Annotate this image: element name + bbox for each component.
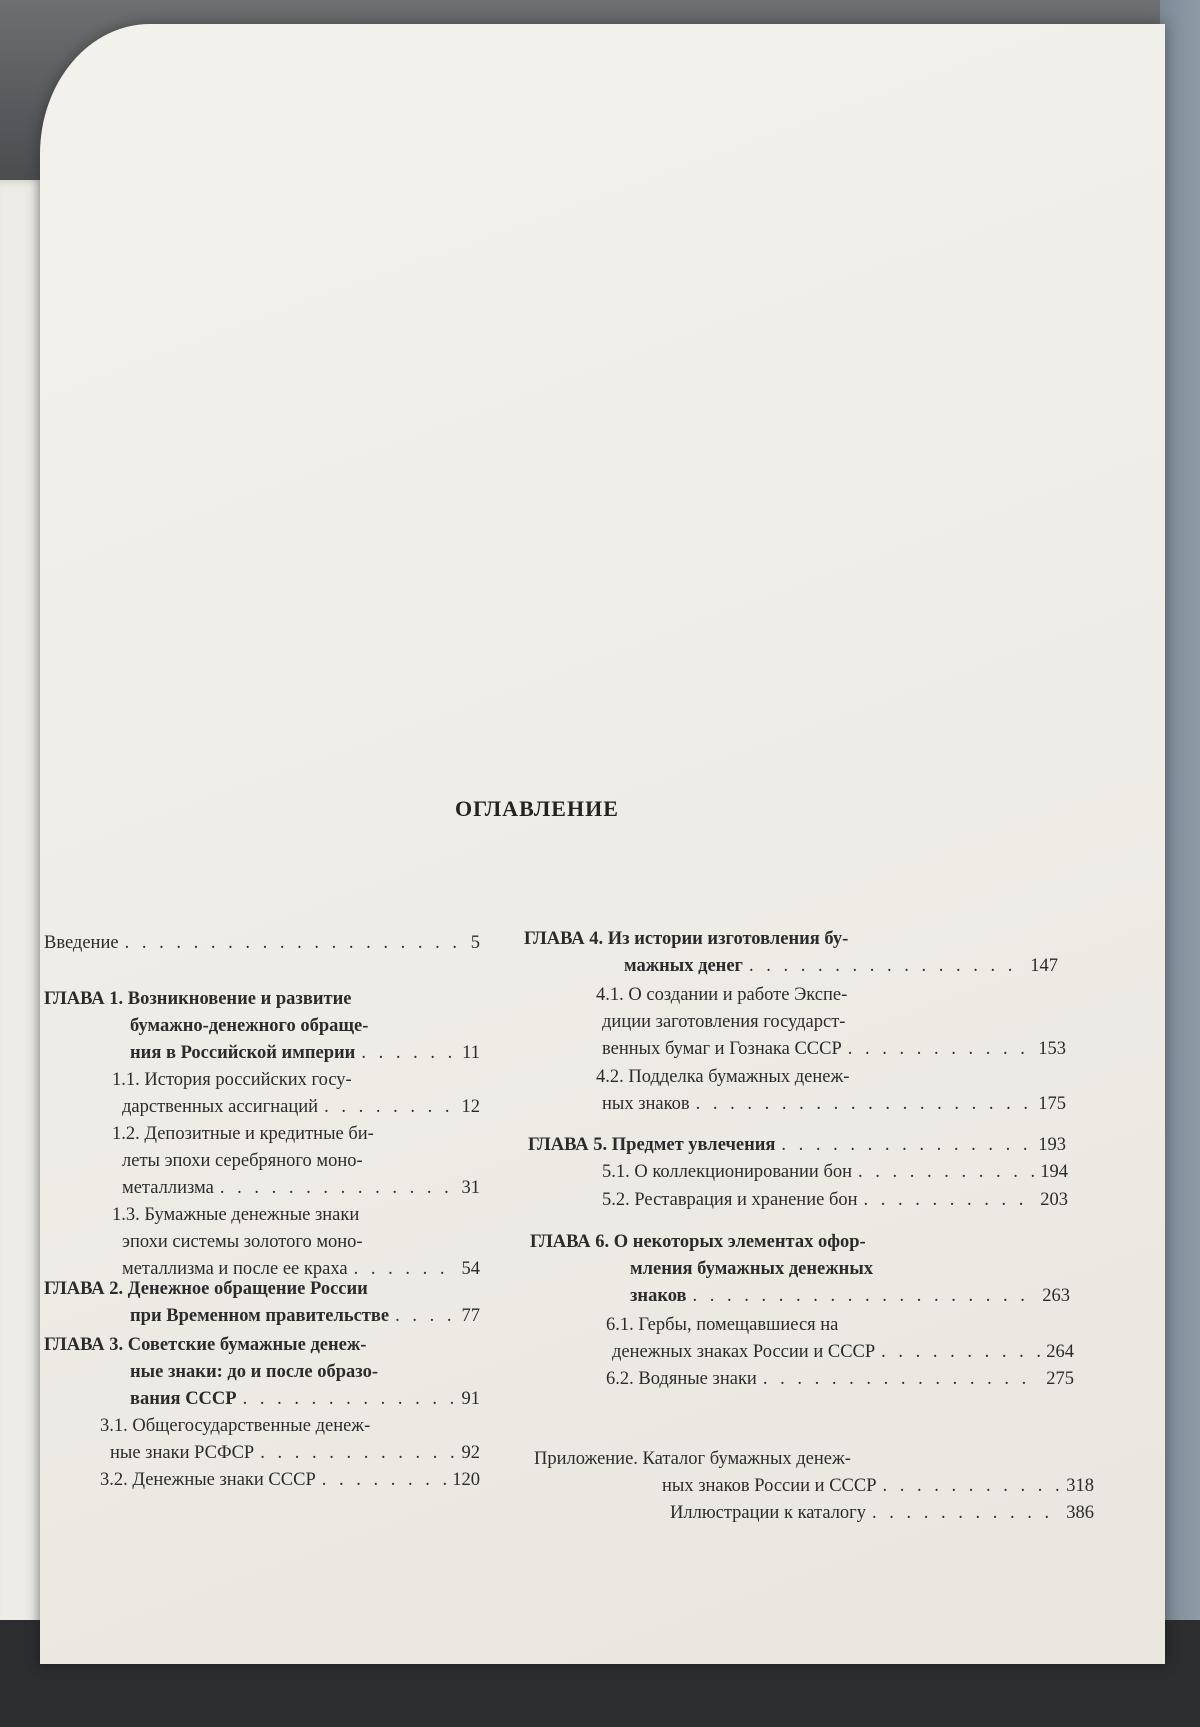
toc-chapter-5 [528, 1132, 1066, 1159]
page-number: 77 [461, 1306, 480, 1326]
page-number: 31 [461, 1178, 480, 1198]
chapter-title-line: мления бумажных денежных [630, 1259, 874, 1279]
leader-dots [749, 953, 1024, 980]
section-title-line: 3.1. Общегосударственные денеж- [100, 1416, 371, 1436]
page-number: 194 [1040, 1162, 1068, 1182]
toc-section-3-2 [100, 1467, 480, 1494]
section-title-line: 1.2. Депозитные и кредитные би- [112, 1124, 374, 1144]
page-number: 318 [1066, 1476, 1094, 1496]
chapter-title-line: при Временном правительстве [130, 1306, 390, 1326]
chapter-title-line: ГЛАВА 6. О некоторых элементах офор- [530, 1232, 866, 1252]
leader-dots [243, 1386, 456, 1413]
section-title-line: 6.1. Гербы, помещавшиеся на [606, 1315, 839, 1335]
section-title-line: диции заготовления государст- [602, 1012, 846, 1032]
toc-section-5-1 [602, 1159, 1068, 1186]
chapter-title-line: знаков [630, 1286, 687, 1306]
toc-section-1-1 [112, 1067, 480, 1121]
toc-entry-label: Введение [44, 933, 119, 953]
section-title-line: 1.1. История российских госу- [112, 1070, 352, 1090]
page-number: 275 [1046, 1369, 1074, 1389]
leader-dots [125, 930, 465, 957]
page-number: 54 [461, 1259, 480, 1279]
appendix-illustrations-label: Иллюстрации к каталогу [670, 1503, 867, 1523]
section-title-line: 5.1. О коллекционировании бон [602, 1162, 853, 1182]
section-title-line: 3.2. Денежные знаки СССР [100, 1470, 316, 1490]
section-title-line: эпохи системы золотого моно- [122, 1232, 363, 1252]
toc-section-6-1 [606, 1312, 1074, 1366]
chapter-title-line: ГЛАВА 2. Денежное обращение России [44, 1279, 368, 1299]
toc-chapter-6 [530, 1229, 1070, 1310]
toc-section-1-3 [112, 1202, 480, 1283]
page-number: 264 [1046, 1342, 1074, 1362]
section-title-line: 1.3. Бумажные денежные знаки [112, 1205, 360, 1225]
leader-dots [693, 1283, 1037, 1310]
leader-dots [361, 1040, 456, 1067]
leader-dots [883, 1473, 1061, 1500]
toc-section-3-1 [100, 1413, 480, 1467]
chapter-title-line: ГЛАВА 5. Предмет увлечения [528, 1135, 776, 1155]
page-number: 153 [1038, 1039, 1066, 1059]
page-number: 203 [1040, 1190, 1068, 1210]
leader-dots [395, 1303, 455, 1330]
section-title-line: металлизма и после ее краха [122, 1259, 348, 1279]
toc-chapter-2 [44, 1276, 480, 1330]
section-title-line: 4.1. О создании и работе Экспе- [596, 985, 848, 1005]
leader-dots [881, 1339, 1040, 1366]
chapter-title-line: ния в Российской империи [130, 1043, 356, 1063]
toc-chapter-3 [44, 1332, 480, 1413]
page-number: 147 [1030, 956, 1058, 976]
leader-dots [864, 1187, 1035, 1214]
section-title-line: металлизма [122, 1178, 214, 1198]
book-page [40, 24, 1165, 1664]
toc-section-6-2 [606, 1366, 1074, 1393]
page-number: 5 [470, 933, 480, 953]
chapter-title-line: ГЛАВА 1. Возникновение и развитие [44, 989, 352, 1009]
section-title-line: 5.2. Реставрация и хранение бон [602, 1190, 858, 1210]
appendix-title-line: ных знаков России и СССР [662, 1476, 877, 1496]
chapter-title-line: бумажно-денежного обраще- [130, 1016, 369, 1036]
leader-dots [872, 1500, 1060, 1527]
page-number: 386 [1066, 1503, 1094, 1523]
toc-section-1-2 [112, 1121, 480, 1202]
page-number: 91 [461, 1389, 480, 1409]
appendix-title-line: Приложение. Каталог бумажных денеж- [534, 1449, 851, 1469]
section-title-line: венных бумаг и Гознака СССР [602, 1039, 842, 1059]
section-title-line: леты эпохи серебряного моно- [122, 1151, 363, 1171]
leader-dots [858, 1159, 1034, 1186]
toc-entry-intro [44, 930, 480, 957]
chapter-title-line: мажных денег [624, 956, 743, 976]
page-number: 263 [1042, 1286, 1070, 1306]
section-title-line: денежных знаках России и СССР [612, 1342, 876, 1362]
facing-page-edge [0, 180, 44, 1640]
section-title-line: 4.2. Подделка бумажных денеж- [596, 1067, 850, 1087]
leader-dots [220, 1175, 456, 1202]
chapter-title-line: ные знаки: до и после образо- [130, 1362, 379, 1382]
page-number: 120 [452, 1470, 480, 1490]
page-number: 175 [1038, 1094, 1066, 1114]
page-number: 92 [461, 1443, 480, 1463]
toc-section-4-2 [596, 1064, 1066, 1118]
leader-dots [260, 1440, 455, 1467]
page-number: 12 [461, 1097, 480, 1117]
desk-edge [1160, 0, 1200, 1727]
leader-dots [696, 1091, 1033, 1118]
chapter-title-line: ГЛАВА 4. Из истории изготовления бу- [524, 929, 849, 949]
chapter-title-line: вания СССР [130, 1389, 237, 1409]
page-number: 193 [1038, 1135, 1066, 1155]
toc-chapter-1 [44, 986, 480, 1067]
leader-dots [848, 1036, 1032, 1063]
section-title-line: ных знаков [602, 1094, 690, 1114]
chapter-title-line: ГЛАВА 3. Советские бумажные денеж- [44, 1335, 367, 1355]
section-title-line: 6.2. Водяные знаки [606, 1369, 757, 1389]
section-title-line: дарственных ассигнаций [122, 1097, 319, 1117]
leader-dots [324, 1094, 455, 1121]
toc-appendix [534, 1446, 1094, 1527]
page-number: 11 [462, 1043, 480, 1063]
section-title-line: ные знаки РСФСР [110, 1443, 255, 1463]
toc-section-5-2 [602, 1187, 1068, 1214]
toc-heading: ОГЛАВЛЕНИЕ [455, 796, 619, 821]
leader-dots [763, 1366, 1040, 1393]
leader-dots [322, 1467, 447, 1494]
leader-dots [781, 1132, 1032, 1159]
toc-chapter-4 [524, 926, 1058, 980]
toc-section-4-1 [596, 982, 1066, 1063]
